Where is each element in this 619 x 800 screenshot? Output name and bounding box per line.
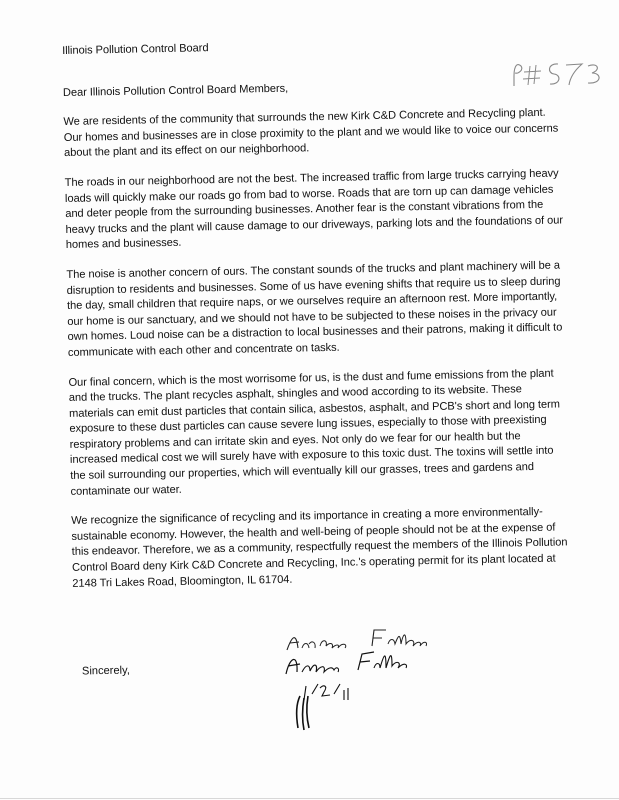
paragraph-intro: We are residents of the community that surrounds the new Kirk C&D Concrete and Recycling plant. Our homes and businesses are in close proximity to the plant and we would like to voice our concerns about the plant and its effect on our neighborhood. bbox=[63, 106, 559, 160]
signature-block bbox=[282, 624, 482, 754]
paragraph-dust: Our final concern, which is the most worrisome for us, is the dust and fume emissions from the plant and the trucks. The plant recycles asphalt, shingles and wood according to its website. These materials can emit dust particles that contain silica, asbestos, asphalt, and PCB's short and long term exposure to these dust particles can cause severe lung issues, especially to those with preexisting respiratory problems and can irritate skin and eyes. Not only do we fear for our health but the increased medical cost we will surely have with exposure to this toxic dust. The toxins will settle into the soil surrounding our properties, which will eventually kill our grasses, trees and gardens and contaminate our water. bbox=[68, 367, 561, 498]
paragraph-roads: The roads in our neighborhood are not the best. The increased traffic from large trucks carrying heavy loads will quickly make our roads go from bad to worse. Roads that are torn up can damage vehicles and deter people from the surrounding businesses. Another fear is the constant vibrations from the heavy trucks and the plant will cause damage to our driveways, parking lots and the foundations of our homes and businesses. bbox=[64, 167, 564, 252]
paragraph-noise: The noise is another concern of ours. The constant sounds of the trucks and plant machinery will be a disruption to residents and businesses. Some of us have evening shifts that require us to sleep during the day, small children that require naps, or we ourselves require an afternoon rest. More importantly, our home is our sanctuary, and we should not have to be subjected to these noises in the privacy our own homes. Loud noise can be a distraction to local businesses and their patrons, making it difficult to communicate with each other and concentrate on tasks. bbox=[66, 259, 563, 359]
signature-handwriting bbox=[282, 624, 482, 754]
page-bottom-edge bbox=[0, 798, 619, 799]
letter-body bbox=[62, 34, 573, 606]
salutation: Dear Illinois Pollution Control Board Members, bbox=[62, 82, 289, 99]
recipient-line: Illinois Pollution Control Board bbox=[62, 42, 209, 57]
paragraph-request: We recognize the significance of recycling and its importance in creating a more environmentally-sustainable economy. However, the health and well-being of people should not be at the expense of this endeavor. Therefore, we as a community, respectfully request the members of the Illinois Pollution Control Board deny Kirk C&D Concrete and Recycling, Inc.'s operating permit for its plant located at 2148 Tri Lakes Road, Bloomington, IL 61704. bbox=[71, 506, 568, 590]
closing: Sincerely, bbox=[81, 664, 131, 678]
